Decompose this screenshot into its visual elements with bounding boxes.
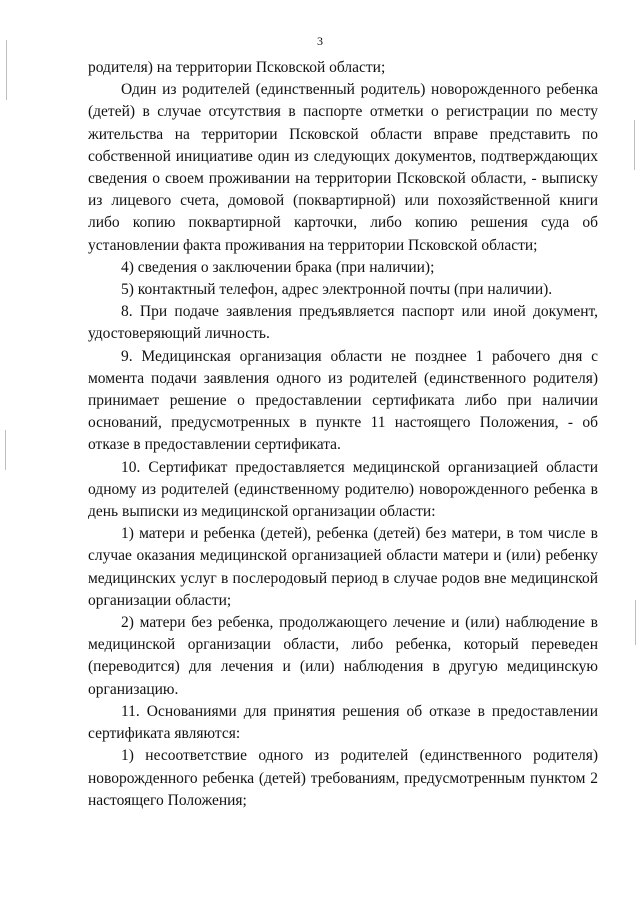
paragraph-clause-11-item-1: 1) несоответствие одного из родителей (единственного родителя) новорожденного ребенка (детей) требованиям, предусмотренным пунктом 2 настоящего Положения; <box>88 747 598 809</box>
paragraph-continuation: родителя) на территории Псковской области; <box>88 59 386 76</box>
paragraph-clause-11: 11. Основаниями для принятия решения об отказе в предоставлении сертификата являются: <box>88 702 598 743</box>
paragraph-clause-10: 10. Сертификат предоставляется медицинской организацией области одному из родителей (единственному родителю) новорожденного ребенка в день выписки из медицинской организации области: <box>88 458 598 521</box>
paragraph-clause-8: 8. При подаче заявления предъявляется паспорт или иной документ, удостоверяющий личность. <box>88 303 598 343</box>
scan-edge-mark <box>635 600 636 645</box>
paragraph-item-4-marriage: 4) сведения о заключении брака (при наличии); <box>121 258 435 276</box>
scan-edge-mark <box>6 40 7 100</box>
paragraph-clause-9: 9. Медицинская организация области не позднее 1 рабочего дня с момента подачи заявления одного из родителей (единственного родителя) принимает решение о предоставлении сертификата либо при наличии оснований, предусмотренных в пункте 11 настоящего Положения, - об отказе в предоставлении сертификата. <box>88 347 598 454</box>
document-body <box>88 57 598 812</box>
paragraph-clause-10-item-1: 1) матери и ребенка (детей), ребенка (детей) без матери, в том числе в случае оказания медицинской организацией области матери и (или) ребенку медицинских услуг в послеродовый период в случае родов вне медицинской организации области; <box>88 525 598 609</box>
paragraph-clause-10-item-2: 2) матери без ребенка, продолжающего лечение и (или) наблюдение в медицинской организации области, либо ребенка, который переведен (переводится) для лечения и (или) наблюдения в другую медицинскую организацию. <box>88 614 598 698</box>
scan-edge-mark <box>634 120 635 170</box>
paragraph-item-5-contacts: 5) контактный телефон, адрес электронной почты (при наличии). <box>121 281 553 299</box>
scan-edge-mark <box>5 430 6 470</box>
paragraph-residence-documents: Один из родителей (единственный родитель) новорожденного ребенка (детей) в случае отсутствия в паспорте отметки о регистрации по месту жительства на территории Псковской области вправе представить по собственной инициативе один из следующих документов, подтверждающих сведения о своем проживании на территории Псковской области, - выписку из лицевого счета, домовой (поквартирной) или похозяйственной книги либо копию поквартирной карточки, либо копию решения суда об установлении факта проживания на территории Псковской области; <box>88 81 598 254</box>
page-number: 3 <box>317 34 323 48</box>
